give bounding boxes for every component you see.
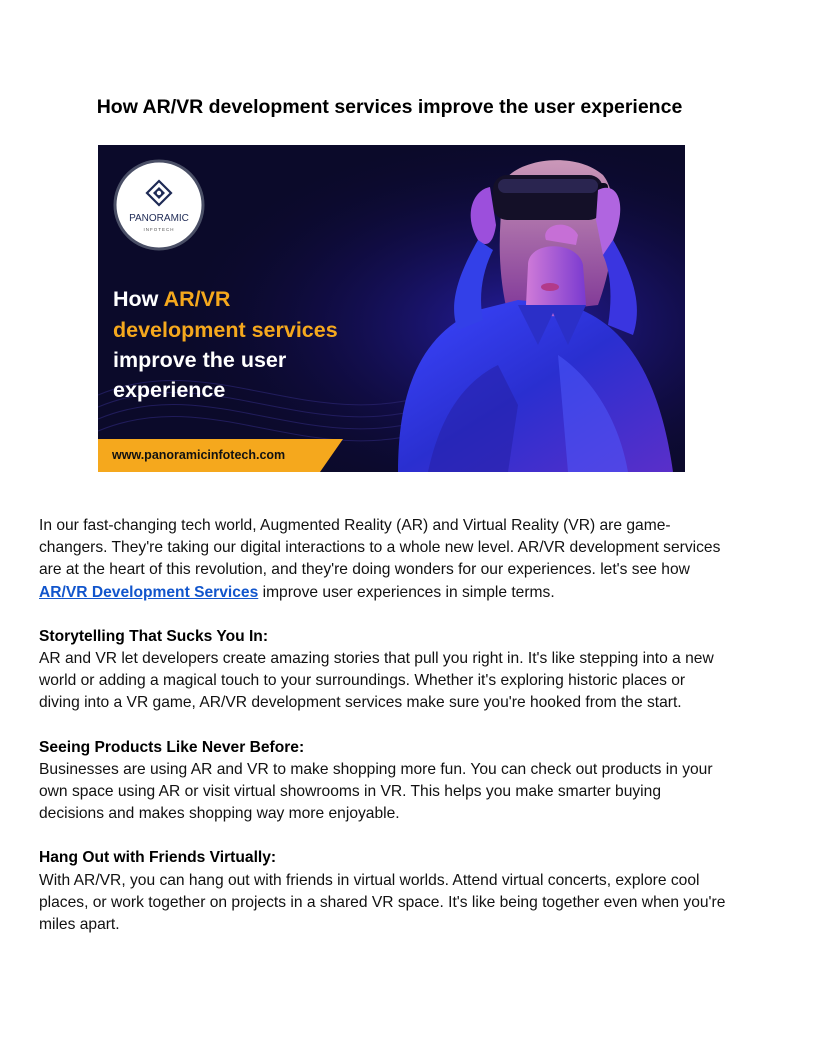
section-heading: Storytelling That Sucks You In: (39, 627, 269, 645)
intro-text: In our fast-changing tech world, Augmented Reality (AR) and Virtual Reality (VR) are game-changers. They're taking our digital interactions to a whole new level. AR/VR development services are at the heart of this revolution, and they're doing wonders for our experiences. let's see how (39, 517, 721, 579)
logo-name: PANORAMIC (129, 213, 189, 224)
banner-image (98, 145, 685, 472)
intro-paragraph (39, 515, 729, 604)
banner-headline-line3: improve the user (113, 348, 287, 372)
banner-url: www.panoramicinfotech.com (112, 448, 286, 462)
section-products (39, 737, 729, 826)
logo-subtitle: INFOTECH (143, 227, 175, 232)
panoramic-logo-icon (115, 161, 203, 249)
section-body: With AR/VR, you can hang out with friends in virtual worlds. Attend virtual concerts, explore cool places, or work together on projects in a shared VR space. It's like being together even when you're miles apart. (39, 871, 726, 934)
section-storytelling (39, 626, 729, 715)
section-body: Businesses are using AR and VR to make shopping more fun. You can check out products in your own space using AR or visit virtual showrooms in VR. This helps you make smarter buying decisions and makes shopping way more enjoyable. (39, 760, 713, 823)
banner-headline-line4: experience (113, 378, 226, 402)
section-heading: Hang Out with Friends Virtually: (39, 849, 277, 867)
section-friends (39, 847, 729, 936)
article-body (39, 515, 729, 958)
banner-headline-line1: How AR/VR (113, 287, 231, 311)
intro-text-end: improve user experiences in simple terms. (258, 583, 555, 601)
section-body: AR and VR let developers create amazing stories that pull you right in. It's like stepping into a new world or adding a magical touch to your surroundings. Whether it's exploring historic places or diving into a VR game, AR/VR development services make sure you're hooked from the start. (39, 650, 714, 712)
section-heading: Seeing Products Like Never Before: (39, 738, 305, 756)
page-title: How AR/VR development services improve the user experience (96, 96, 683, 118)
ar-vr-services-link[interactable]: AR/VR Development Services (39, 583, 259, 601)
banner-headline-line2: development services (113, 318, 338, 342)
